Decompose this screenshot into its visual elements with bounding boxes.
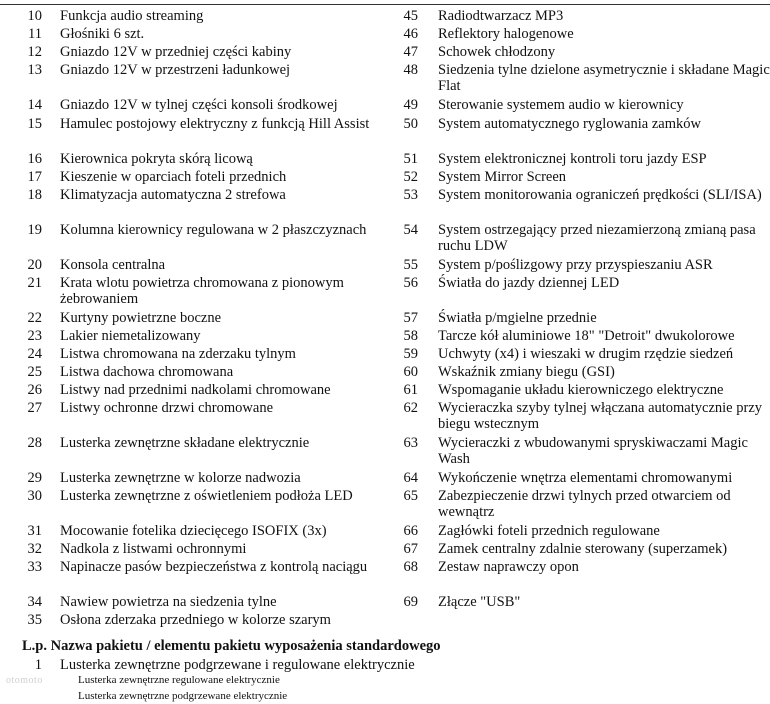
left-item-number: 33: [27, 559, 42, 575]
right-item-number: 63: [403, 435, 418, 451]
left-item-text: Funkcja audio streaming: [60, 8, 204, 24]
right-item-text: System elektronicznej kontroli toru jazdy ESP: [438, 151, 707, 167]
left-item-number: 17: [27, 169, 42, 185]
left-item-text: Lusterka zewnętrzne składane elektrycznie: [60, 435, 310, 451]
left-item-text: Nadkola z listwami ochronnymi: [60, 541, 247, 557]
left-item-number: 27: [27, 400, 42, 416]
right-item-number: 68: [403, 559, 418, 575]
right-item-text: Radiodtwarzacz MP3: [438, 8, 564, 24]
table-row: [0, 187, 770, 227]
watermark-text: otomoto: [6, 675, 43, 686]
package-number: 1: [34, 657, 42, 673]
left-item-number: 31: [27, 523, 42, 539]
left-item-text: Listwa chromowana na zderzaku tylnym: [60, 346, 296, 362]
left-item-text: Głośniki 6 szt.: [60, 26, 145, 42]
package-sub-item-2: Lusterka zewnętrzne podgrzewane elektrycznie: [78, 690, 288, 702]
right-item-number: 66: [403, 523, 418, 539]
left-item-text: Krata wlotu powietrza chromowana z pionowym żebrowaniem: [60, 275, 344, 307]
left-item-text: Lusterka zewnętrzne z oświetleniem podłoża LED: [60, 488, 353, 504]
right-item-text: Zabezpieczenie drzwi tylnych przed otwarciem od wewnątrz: [438, 488, 731, 520]
right-item-text: Zamek centralny zdalnie sterowany (superzamek): [438, 541, 728, 557]
left-item-number: 19: [27, 222, 42, 238]
left-item-text: Osłona zderzaka przedniego w kolorze szarym: [60, 612, 331, 628]
table-row: [0, 62, 770, 102]
right-item-number: 59: [403, 346, 418, 362]
left-item-number: 32: [27, 541, 42, 557]
right-item-text: Uchwyty (x4) i wieszaki w drugim rzędzie siedzeń: [438, 346, 734, 362]
right-item-text: Złącze "USB": [438, 594, 521, 610]
right-item-number: 58: [403, 328, 418, 344]
left-item-number: 26: [27, 382, 42, 398]
right-item-number: 47: [403, 44, 418, 60]
left-item-text: Gniazdo 12V w przedniej części kabiny: [60, 44, 292, 60]
left-item-number: 11: [28, 26, 42, 42]
right-item-text: Schowek chłodzony: [438, 44, 556, 60]
left-item-number: 10: [27, 8, 42, 24]
right-item-text: Światła do jazdy dziennej LED: [438, 275, 620, 291]
right-item-number: 51: [403, 151, 418, 167]
right-item-number: 60: [403, 364, 418, 380]
left-item-text: Kolumna kierownicy regulowana w 2 płaszczyznach: [60, 222, 367, 238]
right-item-text: Reflektory halogenowe: [438, 26, 574, 42]
right-item-number: 62: [403, 400, 418, 416]
right-item-number: 50: [403, 116, 418, 132]
left-item-number: 16: [27, 151, 42, 167]
right-item-number: 67: [403, 541, 418, 557]
right-item-text: Wskaźnik zmiany biegu (GSI): [438, 364, 615, 380]
right-item-number: 61: [403, 382, 418, 398]
left-item-number: 25: [27, 364, 42, 380]
right-item-number: 46: [403, 26, 418, 42]
package-sub-item-1: Lusterka zewnętrzne regulowane elektrycznie: [78, 674, 280, 686]
right-item-number: 64: [403, 470, 418, 486]
left-item-number: 22: [27, 310, 42, 326]
table-row: [0, 116, 770, 156]
right-item-number: 45: [403, 8, 418, 24]
left-item-number: 13: [27, 62, 42, 78]
left-item-text: Klimatyzacja automatyczna 2 strefowa: [60, 187, 286, 203]
right-item-text: Światła p/mgielne przednie: [438, 310, 597, 326]
left-item-text: Gniazdo 12V w tylnej części konsoli środkowej: [60, 97, 338, 113]
right-item-text: Wycieraczka szyby tylnej włączana automatycznie przy biegu wstecznym: [438, 400, 762, 432]
right-item-number: 57: [403, 310, 418, 326]
left-item-number: 12: [27, 44, 42, 60]
left-item-number: 24: [27, 346, 42, 362]
right-item-number: 49: [403, 97, 418, 113]
left-item-text: Kieszenie w oparciach foteli przednich: [60, 169, 287, 185]
left-item-text: Mocowanie fotelika dziecięcego ISOFIX (3x): [60, 523, 327, 539]
right-item-text: System automatycznego ryglowania zamków: [438, 116, 701, 132]
left-item-text: Gniazdo 12V w przestrzeni ładunkowej: [60, 62, 291, 78]
left-item-number: 34: [27, 594, 42, 610]
table-row: [0, 275, 770, 315]
left-item-text: Lakier niemetalizowany: [60, 328, 201, 344]
left-item-number: 35: [27, 612, 42, 628]
package-table-header: L.p. Nazwa pakietu / elementu pakietu wyposażenia standardowego: [22, 638, 441, 654]
left-item-text: Hamulec postojowy elektryczny z funkcją Hill Assist: [60, 116, 370, 132]
left-item-text: Lusterka zewnętrzne w kolorze nadwozia: [60, 470, 301, 486]
left-item-text: Kierownica pokryta skórą licową: [60, 151, 253, 167]
left-item-number: 29: [27, 470, 42, 486]
right-item-number: 56: [403, 275, 418, 291]
right-item-text: System p/poślizgowy przy przyspieszaniu ASR: [438, 257, 713, 273]
right-item-text: System monitorowania ograniczeń prędkości (SLI/ISA): [438, 187, 762, 203]
right-item-text: Zestaw naprawczy opon: [438, 559, 579, 575]
left-item-number: 14: [27, 97, 42, 113]
right-item-text: Wykończenie wnętrza elementami chromowanymi: [438, 470, 733, 486]
right-item-number: 53: [403, 187, 418, 203]
package-label: Lusterka zewnętrzne podgrzewane i regulowane elektrycznie: [60, 657, 415, 673]
table-row: [0, 400, 770, 440]
right-item-text: Sterowanie systemem audio w kierownicy: [438, 97, 684, 113]
right-item-number: 65: [403, 488, 418, 504]
left-item-number: 20: [27, 257, 42, 273]
right-item-text: Tarcze kół aluminiowe 18" "Detroit" dwukolorowe: [438, 328, 735, 344]
right-item-number: 55: [403, 257, 418, 273]
left-item-text: Listwy ochronne drzwi chromowane: [60, 400, 274, 416]
table-row: [0, 488, 770, 528]
left-item-text: Nawiew powietrza na siedzenia tylne: [60, 594, 277, 610]
right-item-number: 52: [403, 169, 418, 185]
table-row: [0, 435, 770, 475]
left-item-text: Listwy nad przednimi nadkolami chromowane: [60, 382, 331, 398]
right-item-text: Wspomaganie układu kierowniczego elektryczne: [438, 382, 724, 398]
right-item-text: System ostrzegający przed niezamierzoną zmianą pasa ruchu LDW: [438, 222, 756, 254]
right-item-number: 54: [403, 222, 418, 238]
left-item-text: Napinacze pasów bezpieczeństwa z kontrolą naciągu: [60, 559, 368, 575]
left-item-number: 21: [27, 275, 42, 291]
right-item-text: Siedzenia tylne dzielone asymetrycznie i składane Magic Flat: [438, 62, 770, 94]
right-item-number: 48: [403, 62, 418, 78]
table-row: [0, 559, 770, 599]
left-item-number: 30: [27, 488, 42, 504]
table-row: [0, 222, 770, 262]
right-item-text: System Mirror Screen: [438, 169, 567, 185]
top-border-line: [0, 4, 770, 5]
left-item-number: 15: [27, 116, 42, 132]
left-item-number: 23: [27, 328, 42, 344]
left-item-number: 18: [27, 187, 42, 203]
left-item-text: Listwa dachowa chromowana: [60, 364, 234, 380]
right-item-text: Zagłówki foteli przednich regulowane: [438, 523, 660, 539]
left-item-number: 28: [27, 435, 42, 451]
left-item-text: Kurtyny powietrzne boczne: [60, 310, 222, 326]
left-item-text: Konsola centralna: [60, 257, 166, 273]
right-item-number: 69: [403, 594, 418, 610]
right-item-text: Wycieraczki z wbudowanymi spryskiwaczami Magic Wash: [438, 435, 748, 467]
